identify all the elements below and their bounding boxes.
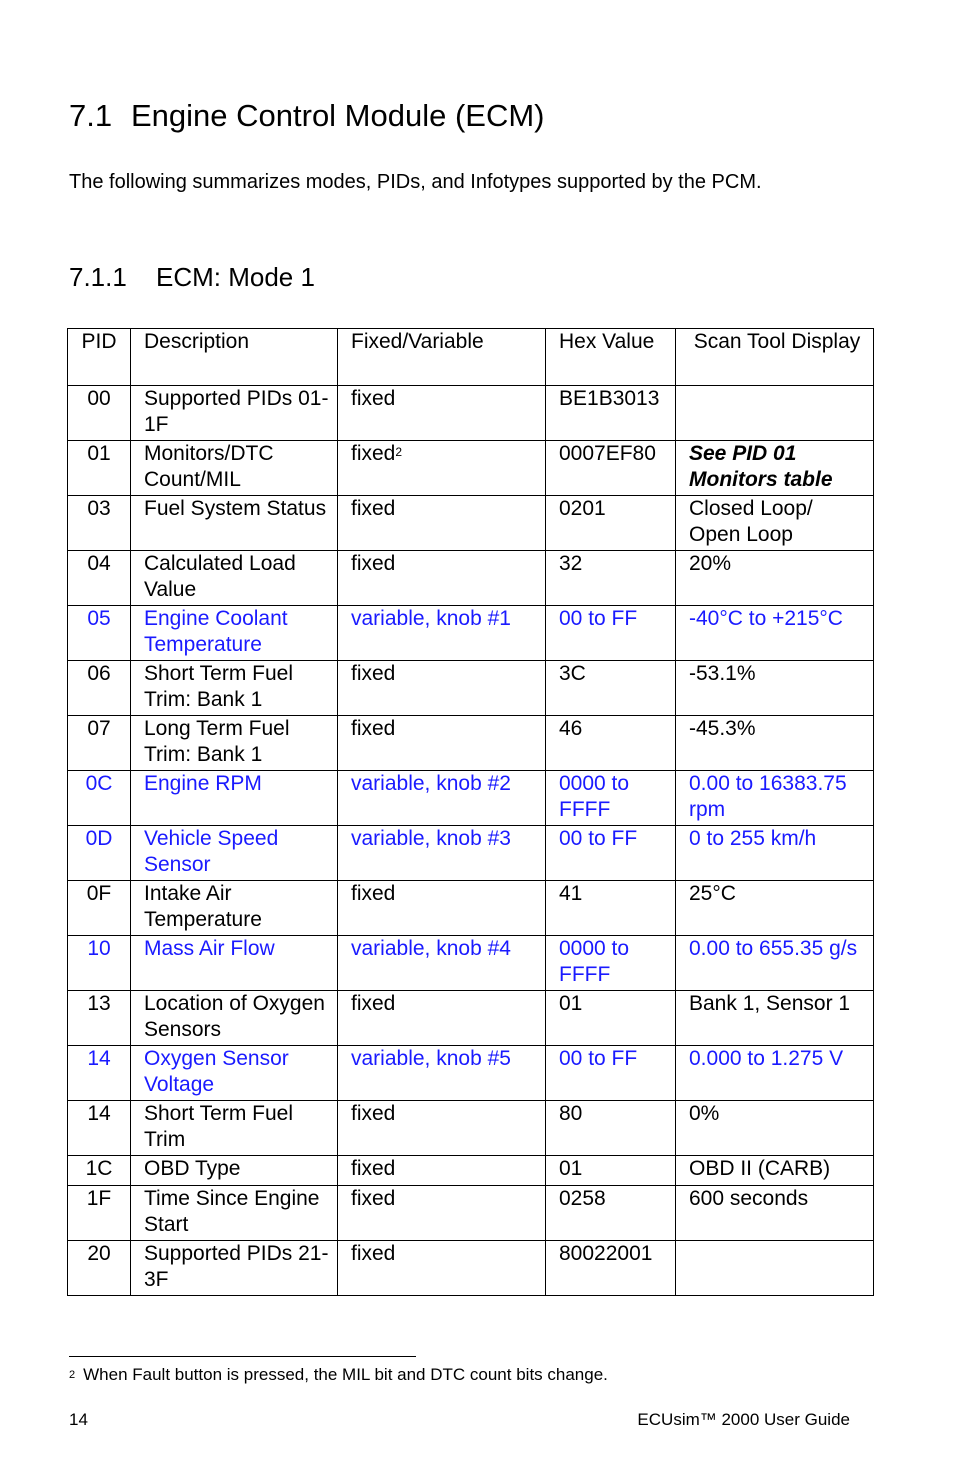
cell-hex-value	[546, 386, 676, 441]
cell-scan-tool-display-text: 0.000 to 1.275 V	[689, 1047, 844, 1070]
cell-pid	[68, 716, 131, 771]
cell-scan-tool-display-text: Closed Loop/ Open Loop	[689, 497, 813, 546]
cell-scan-tool-display	[676, 661, 874, 716]
cell-fixed-variable-text: fixed	[351, 1242, 396, 1265]
cell-hex-value-text: 46	[559, 717, 583, 740]
cell-fixed-variable-text: fixed	[351, 882, 396, 905]
cell-pid-text: 07	[87, 717, 111, 740]
cell-fixed-variable-text: fixed	[351, 497, 396, 520]
cell-fixed-variable-text: fixed	[351, 442, 396, 465]
page-number: 14	[69, 1410, 88, 1429]
cell-description-text: Supported PIDs 21-3F	[144, 1242, 329, 1291]
cell-hex-value-text: 3C	[559, 662, 586, 685]
cell-hex-value-text: BE1B3013	[559, 387, 660, 410]
cell-pid	[68, 881, 131, 936]
cell-description-text: Intake Air Temperature	[144, 882, 262, 931]
cell-hex-value	[546, 441, 676, 496]
header-description: Description	[131, 329, 338, 386]
cell-scan-tool-display-text: Bank 1, Sensor 1	[689, 992, 851, 1015]
subsection-title-text: ECM: Mode 1	[156, 262, 315, 292]
cell-pid-text: 1C	[85, 1157, 113, 1180]
cell-fixed-variable	[338, 1046, 546, 1101]
cell-description	[131, 1046, 338, 1101]
table-row	[68, 441, 874, 496]
cell-hex-value-text: 01	[559, 1157, 583, 1180]
cell-scan-tool-display	[676, 881, 874, 936]
cell-pid	[68, 496, 131, 551]
section-title-text: Engine Control Module (ECM)	[131, 98, 545, 133]
cell-pid-text: 0D	[85, 827, 113, 850]
cell-pid	[68, 936, 131, 991]
cell-fixed-variable	[338, 386, 546, 441]
table-row	[68, 551, 874, 606]
cell-hex-value-text: 41	[559, 882, 583, 905]
cell-fixed-variable-text: variable, knob #1	[351, 607, 511, 630]
cell-fixed-variable-text: fixed	[351, 662, 396, 685]
cell-pid	[68, 1156, 131, 1186]
cell-scan-tool-display	[676, 1046, 874, 1101]
ecm-mode1-table	[67, 328, 874, 1296]
footnote-rule	[69, 1356, 416, 1357]
cell-hex-value	[546, 1186, 676, 1241]
cell-pid-text: 0C	[85, 772, 113, 795]
cell-hex-value	[546, 716, 676, 771]
cell-pid-text: 20	[87, 1242, 111, 1265]
cell-fixed-variable	[338, 606, 546, 661]
cell-scan-tool-display	[676, 1241, 874, 1296]
cell-description-text: Supported PIDs 01-1F	[144, 387, 329, 436]
cell-pid-text: 03	[87, 497, 111, 520]
cell-fixed-variable	[338, 661, 546, 716]
cell-scan-tool-display-text: 600 seconds	[689, 1187, 809, 1210]
cell-pid	[68, 1186, 131, 1241]
cell-scan-tool-display-text: 0 to 255 km/h	[689, 827, 817, 850]
cell-description-text: Oxygen Sensor Voltage	[144, 1047, 289, 1096]
table-row	[68, 606, 874, 661]
table-row	[68, 496, 874, 551]
cell-pid-text: 14	[87, 1102, 111, 1125]
cell-description-text: Fuel System Status	[144, 497, 327, 520]
cell-fixed-variable-text: fixed	[351, 1102, 396, 1125]
cell-pid	[68, 606, 131, 661]
section-number: 7.1	[69, 98, 113, 133]
cell-description	[131, 1241, 338, 1296]
cell-hex-value	[546, 991, 676, 1046]
cell-scan-tool-display-text: 0%	[689, 1102, 720, 1125]
cell-pid	[68, 771, 131, 826]
cell-description-text: Engine Coolant Temperature	[144, 607, 288, 656]
cell-fixed-variable	[338, 1101, 546, 1156]
cell-fixed-variable	[338, 1186, 546, 1241]
cell-description	[131, 1101, 338, 1156]
cell-scan-tool-display	[676, 551, 874, 606]
cell-hex-value	[546, 881, 676, 936]
cell-description-text: Calculated Load Value	[144, 552, 296, 601]
cell-fixed-variable	[338, 496, 546, 551]
cell-pid-text: 13	[87, 992, 111, 1015]
cell-pid-text: 1F	[86, 1187, 112, 1210]
cell-hex-value	[546, 551, 676, 606]
cell-fixed-variable	[338, 1241, 546, 1296]
footnote-mark: 2	[69, 1369, 76, 1381]
table-header-row	[68, 329, 874, 386]
cell-description-text: Mass Air Flow	[144, 937, 275, 960]
cell-scan-tool-display	[676, 771, 874, 826]
cell-description	[131, 661, 338, 716]
footnote-reference: 2	[395, 445, 403, 459]
cell-fixed-variable	[338, 771, 546, 826]
subsection-number: 7.1.1	[69, 262, 127, 292]
table-body	[68, 386, 874, 1296]
cell-fixed-variable-text: fixed	[351, 1157, 396, 1180]
cell-fixed-variable	[338, 441, 546, 496]
table-row	[68, 716, 874, 771]
cell-description-text: Short Term Fuel Trim: Bank 1	[144, 662, 293, 711]
table-row	[68, 991, 874, 1046]
cell-pid	[68, 441, 131, 496]
cell-hex-value	[546, 496, 676, 551]
cell-scan-tool-display	[676, 386, 874, 441]
cell-description	[131, 1156, 338, 1186]
cell-fixed-variable-text: fixed	[351, 552, 396, 575]
table-row	[68, 661, 874, 716]
cell-description-text: Location of Oxygen Sensors	[144, 992, 325, 1041]
table-row	[68, 386, 874, 441]
cell-fixed-variable	[338, 991, 546, 1046]
cell-description	[131, 936, 338, 991]
footnote-text: When Fault button is pressed, the MIL bit and DTC count bits change.	[83, 1365, 608, 1384]
cell-description	[131, 1186, 338, 1241]
cell-pid	[68, 1241, 131, 1296]
cell-hex-value	[546, 1156, 676, 1186]
cell-description-text: OBD Type	[144, 1157, 241, 1180]
cell-hex-value-text: 00 to FF	[559, 827, 638, 850]
cell-hex-value-text: 0000 to FFFF	[559, 937, 630, 986]
cell-scan-tool-display	[676, 826, 874, 881]
cell-scan-tool-display	[676, 991, 874, 1046]
cell-pid-text: 06	[87, 662, 111, 685]
cell-description-text: Vehicle Speed Sensor	[144, 827, 279, 876]
footnote	[69, 1363, 608, 1387]
cell-scan-tool-display-text: See PID 01 Monitors table	[689, 442, 833, 491]
cell-description-text: Long Term Fuel Trim: Bank 1	[144, 717, 290, 766]
cell-description	[131, 551, 338, 606]
cell-scan-tool-display-text: -40°C to +215°C	[689, 607, 843, 630]
cell-pid-text: 04	[87, 552, 111, 575]
cell-fixed-variable-text: variable, knob #5	[351, 1047, 511, 1070]
cell-scan-tool-display-text: OBD II (CARB)	[689, 1157, 831, 1180]
cell-hex-value	[546, 606, 676, 661]
cell-pid	[68, 661, 131, 716]
table-row	[68, 1156, 874, 1186]
cell-fixed-variable-text: fixed	[351, 387, 396, 410]
running-title: ECUsim™ 2000 User Guide	[637, 1410, 850, 1429]
table-row	[68, 936, 874, 991]
cell-description	[131, 606, 338, 661]
table-row	[68, 1046, 874, 1101]
cell-pid-text: 00	[87, 387, 111, 410]
cell-hex-value-text: 80	[559, 1102, 583, 1125]
cell-hex-value-text: 0007EF80	[559, 442, 656, 465]
header-hex-value: Hex Value	[546, 329, 676, 386]
cell-scan-tool-display-text: -53.1%	[689, 662, 756, 685]
cell-pid-text: 05	[87, 607, 111, 630]
cell-scan-tool-display	[676, 606, 874, 661]
cell-hex-value-text: 80022001	[559, 1242, 653, 1265]
cell-hex-value-text: 00 to FF	[559, 1047, 638, 1070]
cell-fixed-variable-text: variable, knob #4	[351, 937, 511, 960]
cell-description	[131, 991, 338, 1046]
cell-scan-tool-display	[676, 1101, 874, 1156]
cell-hex-value	[546, 936, 676, 991]
cell-description-text: Short Term Fuel Trim	[144, 1102, 293, 1151]
cell-scan-tool-display	[676, 441, 874, 496]
cell-fixed-variable	[338, 881, 546, 936]
cell-pid-text: 01	[87, 442, 111, 465]
cell-scan-tool-display-text: -45.3%	[689, 717, 756, 740]
cell-fixed-variable-text: fixed	[351, 717, 396, 740]
table-row	[68, 881, 874, 936]
cell-hex-value	[546, 661, 676, 716]
header-fixed-variable: Fixed/Variable	[338, 329, 546, 386]
cell-description-text: Monitors/DTC Count/MIL	[144, 442, 274, 491]
cell-fixed-variable-text: fixed	[351, 1187, 396, 1210]
cell-pid-text: 14	[87, 1047, 111, 1070]
cell-fixed-variable-text: variable, knob #3	[351, 827, 511, 850]
cell-fixed-variable-text: variable, knob #2	[351, 772, 511, 795]
cell-pid	[68, 826, 131, 881]
section-title	[69, 96, 545, 136]
cell-hex-value	[546, 771, 676, 826]
cell-fixed-variable	[338, 936, 546, 991]
cell-hex-value	[546, 826, 676, 881]
cell-fixed-variable	[338, 1156, 546, 1186]
cell-scan-tool-display-text: 25°C	[689, 882, 736, 905]
cell-description	[131, 881, 338, 936]
cell-pid	[68, 1046, 131, 1101]
cell-description	[131, 386, 338, 441]
cell-hex-value-text: 0258	[559, 1187, 606, 1210]
cell-scan-tool-display	[676, 1156, 874, 1186]
cell-fixed-variable	[338, 716, 546, 771]
cell-description	[131, 771, 338, 826]
cell-hex-value-text: 0201	[559, 497, 606, 520]
cell-description	[131, 826, 338, 881]
cell-pid	[68, 991, 131, 1046]
cell-hex-value	[546, 1046, 676, 1101]
cell-hex-value-text: 32	[559, 552, 583, 575]
cell-pid-text: 0F	[86, 882, 112, 905]
cell-fixed-variable	[338, 826, 546, 881]
table-row	[68, 1186, 874, 1241]
cell-description	[131, 716, 338, 771]
cell-fixed-variable-text: fixed	[351, 992, 396, 1015]
header-pid: PID	[68, 329, 131, 386]
cell-description-text: Engine RPM	[144, 772, 262, 795]
table-row	[68, 771, 874, 826]
intro-paragraph: The following summarizes modes, PIDs, and Infotypes supported by the PCM.	[69, 171, 762, 193]
cell-hex-value-text: 0000 to FFFF	[559, 772, 630, 821]
cell-scan-tool-display	[676, 1186, 874, 1241]
table-row	[68, 826, 874, 881]
cell-hex-value-text: 00 to FF	[559, 607, 638, 630]
cell-scan-tool-display	[676, 936, 874, 991]
cell-pid	[68, 386, 131, 441]
cell-pid-text: 10	[87, 937, 111, 960]
cell-pid	[68, 1101, 131, 1156]
cell-scan-tool-display	[676, 496, 874, 551]
cell-scan-tool-display-text: 20%	[689, 552, 732, 575]
cell-scan-tool-display	[676, 716, 874, 771]
cell-scan-tool-display-text: 0.00 to 16383.75 rpm	[689, 772, 847, 821]
cell-hex-value-text: 01	[559, 992, 583, 1015]
cell-hex-value	[546, 1101, 676, 1156]
cell-fixed-variable	[338, 551, 546, 606]
cell-description	[131, 441, 338, 496]
cell-scan-tool-display-text: 0.00 to 655.35 g/s	[689, 937, 858, 960]
table-row	[68, 1241, 874, 1296]
table-row	[68, 1101, 874, 1156]
header-scan-tool-display: Scan Tool Display	[676, 329, 874, 386]
cell-hex-value	[546, 1241, 676, 1296]
cell-description	[131, 496, 338, 551]
cell-pid	[68, 551, 131, 606]
subsection-title	[69, 260, 315, 294]
cell-description-text: Time Since Engine Start	[144, 1187, 320, 1236]
